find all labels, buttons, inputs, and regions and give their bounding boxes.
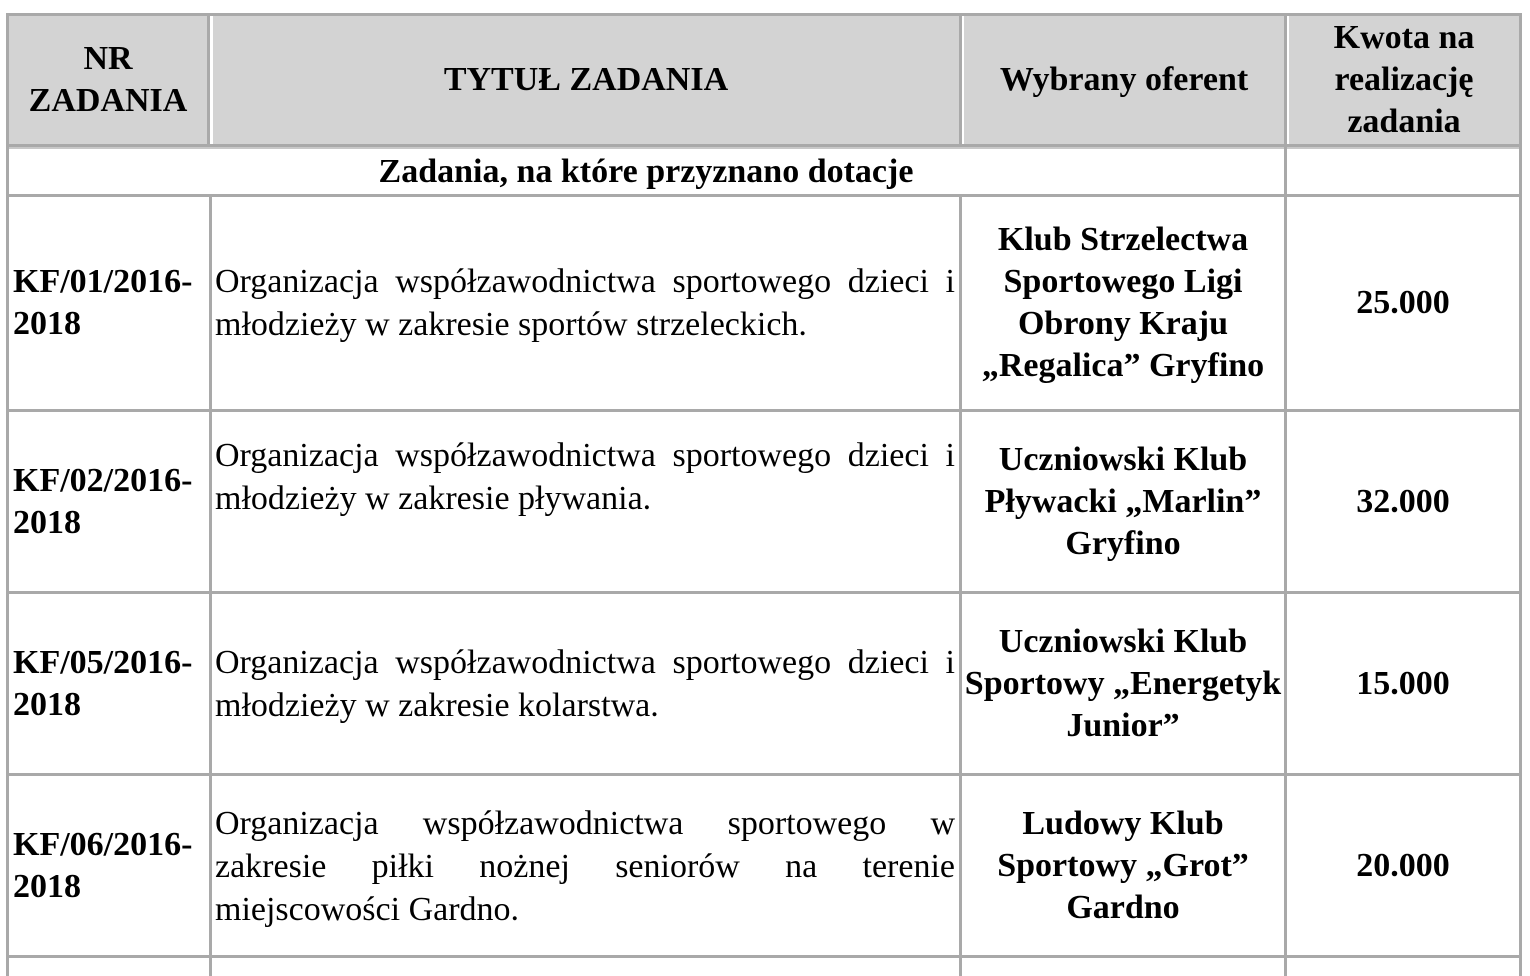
row-title-text: Organizacja współzawodnictwa sportowego w zakresie piłki nożnej seniorów na terenie miejscowości Gardno. <box>215 804 955 928</box>
table-row-amount <box>1287 197 1519 409</box>
table-row-amount <box>1287 777 1519 955</box>
header-offeror-label: Wybrany oferent <box>999 61 1249 98</box>
table-row-title <box>209 413 959 591</box>
table-border <box>6 13 9 976</box>
table-row-nr <box>9 777 207 955</box>
header-nr <box>9 16 207 144</box>
table-border <box>959 194 962 976</box>
table-border <box>6 13 1522 16</box>
table-row-offeror <box>962 197 1284 409</box>
header-title <box>213 16 959 144</box>
header-amount <box>1289 16 1519 144</box>
table-row-offeror <box>962 777 1284 955</box>
row-amount-text: 25.000 <box>1356 284 1450 321</box>
table-border <box>6 955 1522 958</box>
table-row-nr <box>9 413 207 591</box>
header-title-label: TYTUŁ ZADANIA <box>443 61 729 98</box>
table-border <box>207 13 210 147</box>
table-row-nr <box>9 595 207 773</box>
table-row-nr <box>9 197 207 409</box>
section-label <box>9 149 1283 194</box>
table-row-amount <box>1287 413 1519 591</box>
table-border <box>6 409 1522 412</box>
table-row-offeror <box>962 413 1284 591</box>
row-nr-text: KF/01/2016-2018 <box>13 263 193 342</box>
row-offeror-text: Uczniowski Klub Pływacki „Marlin” Gryfino <box>984 441 1262 562</box>
row-title-text: Organizacja współzawodnictwa sportowego dzieci i młodzieży w zakresie sportów strzeleckich. <box>215 263 955 343</box>
row-title-text: Organizacja współzawodnictwa sportowego dzieci i młodzieży w zakresie pływania. <box>215 437 955 517</box>
table-row-title <box>209 595 959 773</box>
table-row-amount <box>1287 595 1519 773</box>
header-nr-label: NR ZADANIA <box>28 40 188 119</box>
table-row-title <box>209 197 959 409</box>
table-border <box>6 147 1522 149</box>
row-offeror-text: Ludowy Klub Sportowy „Grot” Gardno <box>997 805 1249 926</box>
row-nr-text: KF/05/2016-2018 <box>13 644 193 723</box>
table-border <box>6 591 1522 594</box>
table-border <box>1519 13 1522 976</box>
table-border <box>209 194 212 976</box>
row-amount-text: 32.000 <box>1356 483 1450 520</box>
grants-table <box>6 13 1522 976</box>
header-offeror <box>964 16 1284 144</box>
row-nr-text: KF/02/2016-2018 <box>13 462 193 541</box>
row-amount-text: 15.000 <box>1356 665 1450 702</box>
table-row-title <box>209 777 959 955</box>
row-offeror-text: Uczniowski Klub Sportowy „Energetyk Junior” <box>964 623 1282 744</box>
row-amount-text: 20.000 <box>1356 847 1450 884</box>
row-title-text: Organizacja współzawodnictwa sportowego dzieci i młodzieży w zakresie kolarstwa. <box>215 644 955 724</box>
table-border <box>6 773 1522 776</box>
section-label-text: Zadania, na które przyznano dotacje <box>378 152 914 190</box>
table-border <box>959 13 962 147</box>
table-border <box>6 194 1522 197</box>
table-row-offeror <box>962 595 1284 773</box>
row-offeror-text: Klub Strzelectwa Sportowego Ligi Obrony Kraju „Regalica” Gryfino <box>981 221 1265 384</box>
row-nr-text: KF/06/2016-2018 <box>13 826 193 905</box>
table-border <box>1284 13 1287 976</box>
header-amount-label: Kwota na realizację zadania <box>1333 19 1475 140</box>
